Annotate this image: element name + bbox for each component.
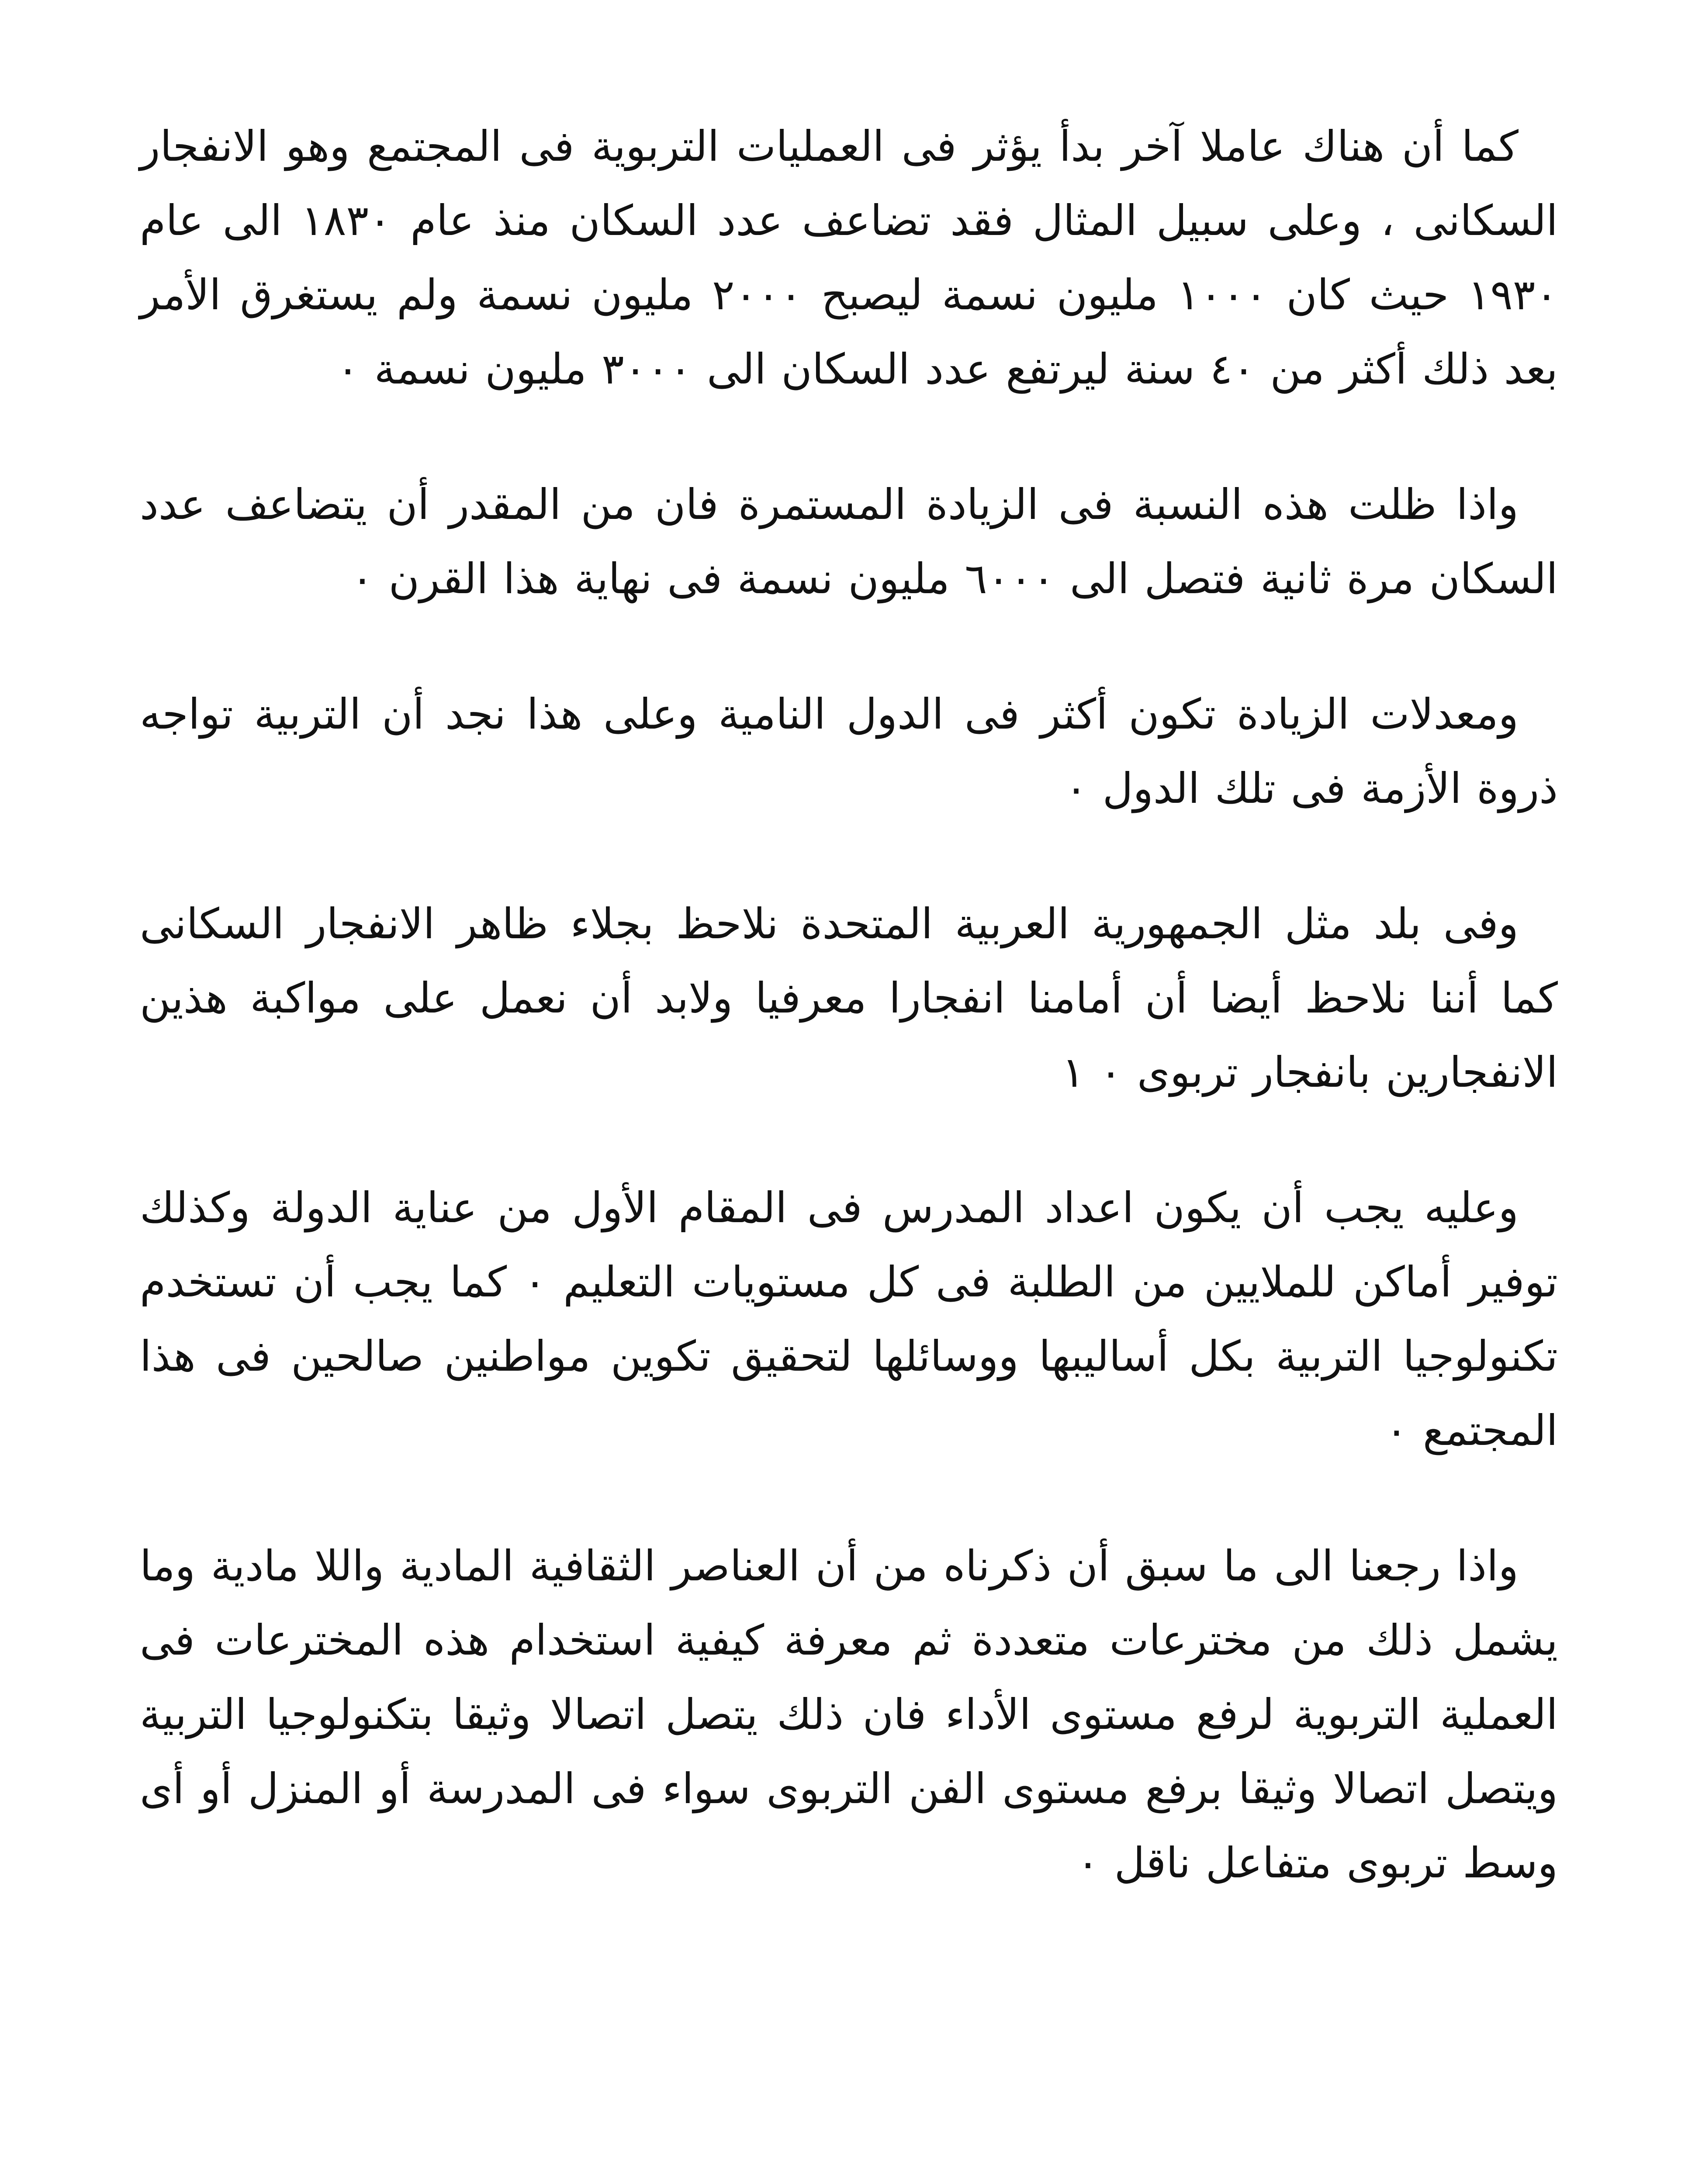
paragraph-knowledge-explosion: وفى بلد مثل الجمهورية العربية المتحدة نلاحظ بجلاء ظاهر الانفجار السكانى كما أننا نلاحظ أيضا أن أمامنا انفجارا معرفيا ولابد أن نعمل على مواكبة هذين الانفجارين بانفجار تربوى ٠ ١ bbox=[140, 899, 1558, 1097]
paragraph-developing-countries: ومعدلات الزيادة تكون أكثر فى الدول النامية وعلى هذا نجد أن التربية تواجه ذروة الأزمة فى تلك الدول ٠ bbox=[140, 690, 1558, 813]
paragraph-educational-technology: واذا رجعنا الى ما سبق أن ذكرناه من أن العناصر الثقافية المادية واللا مادية وما يشمل ذلك من مخترعات متعددة ثم معرفة كيفية استخدام هذه المخترعات فى العملية التربوية لرفع مستوى الأداء فان ذلك يتصل اتصالا وثيقا بتكنولوجيا التربية ويتصل اتصالا وثيقا برفع مستوى الفن التربوى سواء فى المدرسة أو المنزل أو أى وسط تربوى متفاعل ناقل ٠ bbox=[140, 1541, 1558, 1887]
paragraph-teacher-preparation: وعليه يجب أن يكون اعداد المدرس فى المقام الأول من عناية الدولة وكذلك توفير أماكن للملايين من الطلبة فى كل مستويات التعليم ٠ كما يجب أن تستخدم تكنولوجيا التربية بكل أساليبها ووسائلها لتحقيق تكوين مواطنين صالحين فى هذا المجتمع ٠ bbox=[140, 1183, 1558, 1455]
body-text bbox=[140, 109, 1558, 1900]
paragraph-population-growth: كما أن هناك عاملا آخر بدأ يؤثر فى العمليات التربوية فى المجتمع وهو الانفجار السكانى ، وعلى سبيل المثال فقد تضاعف عدد السكان منذ عام ١٨٣٠ الى عام ١٩٣٠ حيث كان ١٠٠٠ مليون نسمة ليصبح ٢٠٠٠ مليون نسمة ولم يستغرق الأمر بعد ذلك أكثر من ٤٠ سنة ليرتفع عدد السكان الى ٣٠٠٠ مليون نسمة ٠ bbox=[140, 122, 1558, 394]
paragraph-doubling-projection: واذا ظلت هذه النسبة فى الزيادة المستمرة فان من المقدر أن يتضاعف عدد السكان مرة ثانية فتصل الى ٦٠٠٠ مليون نسمة فى نهاية هذا القرن ٠ bbox=[140, 480, 1558, 603]
